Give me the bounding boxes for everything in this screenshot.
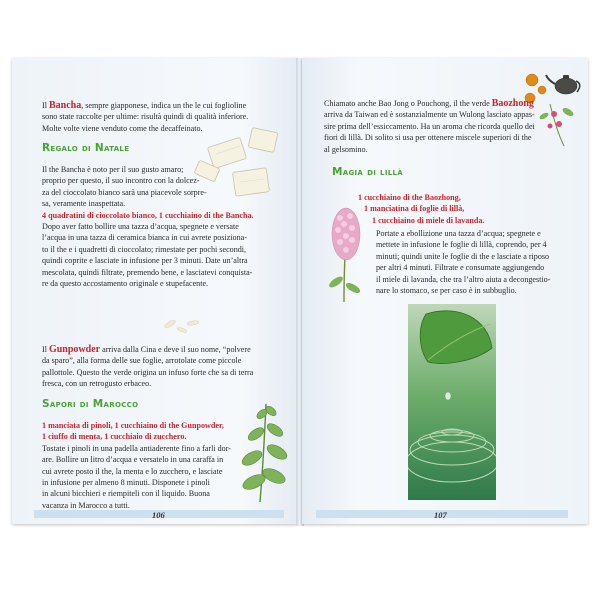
lilla-instructions: Portate a ebollizione una tazza d’acqua; spegnete e mettete in infusione le foglie di lillà, coprendo, per 4 minuti; quindi unite le foglie di the e lasciate a riposo per altri 4 minuti. Filtrate e consumate aggiungendo il miele di lavanda, che tra l’altro aiuta a decongestio- nare lo stomaco, se per caso è in subbuglio. [376,229,551,296]
leaf-water-drop-painting [408,304,496,500]
baozhong-paragraph: Chiamato anche Bao Jong o Pouchong, il the verde Baozhong arriva da Taiwan ed è sostanzialmente un Wulong lasciato appas- sire prima dell’essiccamento. Ha un aroma che ricorda quello dei fiori di lillà. Di solito si usa per ottenere miscele superiori di the al gelsomino. [324,98,535,154]
page-number-left: 106 [152,510,165,520]
bancha-keyword: Bancha [48,100,82,111]
marocco-recipe: 1 manciata di pinoli, 1 cucchiaino di the Gunpowder, 1 ciuffo di menta, 1 cucchiaio di zucchero. Tostate i pinoli in una padella antiaderente fino a farli dor- are. Bollire un litro d’acqua e versatelo in una caraffa in cui avrete posto il the, la menta e lo zucchero, e lasciate in infusione per almeno 8 minuti. Disponete i pinoli in alcuni bicchieri e riempiteli con il liquido. Buona vacanza in Marocco a tutti. [42,421,231,510]
bancha-intro-paragraph: Il the Bancha è noto per il suo gusto amaro; proprio per questo, il suo incontro con la dolcez- za del cioccolato bianco sarà una piacevole sorpre- sa, veramente inaspettata. 4 quadratini di cioccolato bianco, 1 cucchiaino di the Bancha. Dopo aver fatto bollire una tazza d’acqua, spegnete e versate l’acqua in una tazza di ceramica bianca in cui avrete posiziona- to il the e i quadretti di cioccolato; rimestate per pochi secondi, quindi coprite e lasciate in infusione per 3 minuti. Date un’altra mescolata, quindi filtrate, premendo bene, e lasciatevi conquista- re da questo accostamento originale e stupefacente. [42,165,254,289]
open-book [12,58,588,528]
tea-leaves-illustration [162,316,202,338]
right-page [302,58,588,524]
heading-sapori-di-marocco: Sapori di Marocco [42,398,139,410]
heading-regalo-di-natale: Regalo di Natale [42,142,130,154]
left-page [12,58,298,524]
page-number-right: 107 [434,510,447,520]
mint-sprig-illustration [230,398,296,504]
baozhong-keyword: Baozhong [491,98,534,109]
lilla-recipe: 1 cucchiaino di the Baozhong, 1 manciatina di foglie di lillà, 1 cucchiaino di miele di lavanda. [358,193,485,225]
recipe-ingredients-bancha: 4 quadratini di cioccolato bianco, 1 cucchiaino di the Bancha. [42,210,254,220]
gunpowder-keyword: Gunpowder [48,344,101,355]
bancha-paragraph: Il Bancha, sempre giapponese, indica un the le cui foglioline sono state raccolte per ultime: risultà quindi di qualità inferiore. Molte volte viene venduto come the decaffeinato. [42,100,249,133]
heading-magia-di-lilla: Magia di lillà [332,166,403,178]
gunpowder-paragraph: Il Gunpowder arriva dalla Cina e deve il suo nome, “polvere da sparo”, alla forma delle sue foglie, arrotolate come piccole pallottole. Questo the verde origina un infuso forte che sa di terra fresca, con un retrogusto erbaceo. [42,344,254,389]
